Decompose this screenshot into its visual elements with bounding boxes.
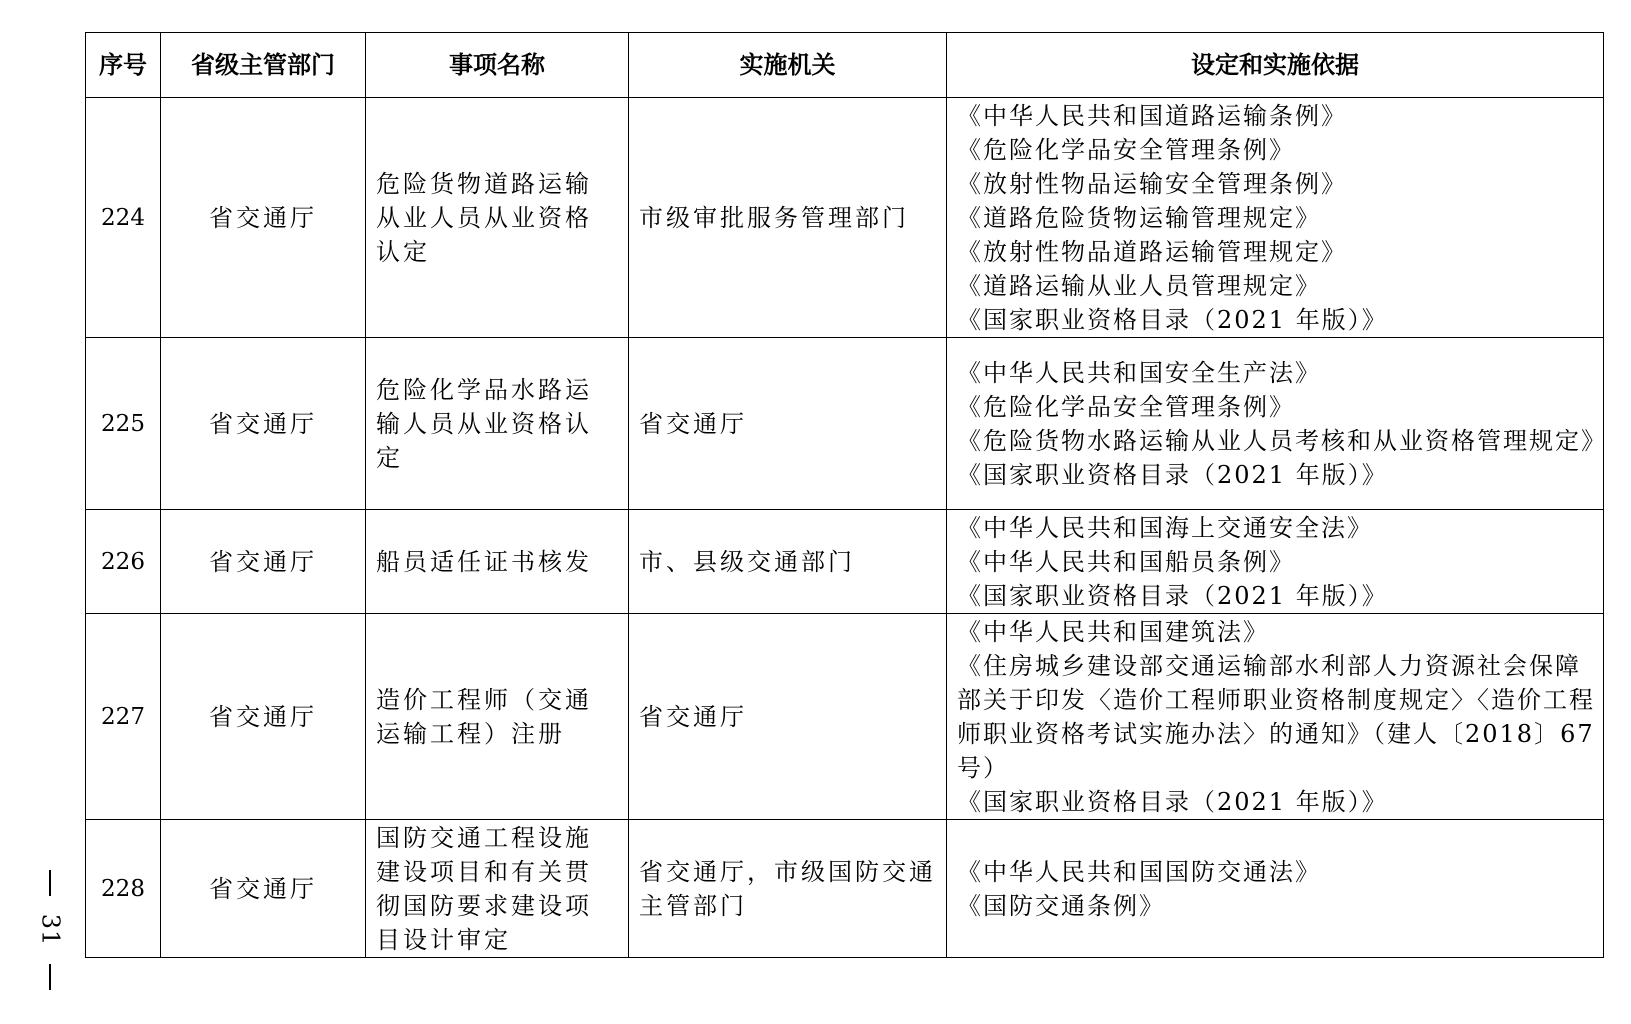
basis-line: 《道路运输从业人员管理规定》 xyxy=(957,271,1321,300)
page-number-dash-bottom xyxy=(49,964,51,990)
table-row xyxy=(86,510,1604,614)
header-name: 事项名称 xyxy=(366,33,629,98)
basis-line: 《国防交通条例》 xyxy=(957,891,1165,920)
cell-org: 省交通厅 xyxy=(629,614,947,820)
basis-line: 《危险货物水路运输从业人员考核和从业资格管理规定》 xyxy=(957,426,1607,455)
basis-line: 《中华人民共和国国防交通法》 xyxy=(957,857,1321,886)
table-header-row xyxy=(86,33,1604,98)
cell-org: 省交通厅，市级国防交通主管部门 xyxy=(629,820,947,958)
cell-dept: 省交通厅 xyxy=(161,98,366,338)
basis-line: 《放射性物品道路运输管理规定》 xyxy=(957,237,1347,266)
cell-seq: 224 xyxy=(86,98,161,338)
basis-line: 《危险化学品安全管理条例》 xyxy=(957,392,1295,421)
cell-basis xyxy=(947,614,1604,820)
cell-seq: 226 xyxy=(86,510,161,614)
page-number-value: 31 xyxy=(35,913,64,947)
approval-items-table xyxy=(85,32,1607,958)
cell-seq: 225 xyxy=(86,338,161,510)
basis-line: 《中华人民共和国船员条例》 xyxy=(957,547,1295,576)
basis-line: 《国家职业资格目录（2021 年版）》 xyxy=(957,460,1388,489)
basis-line: 《国家职业资格目录（2021 年版）》 xyxy=(957,787,1388,816)
basis-line: 《国家职业资格目录（2021 年版）》 xyxy=(957,305,1388,334)
header-seq: 序号 xyxy=(86,33,161,98)
cell-org: 省交通厅 xyxy=(629,338,947,510)
basis-line: 《道路危险货物运输管理规定》 xyxy=(957,203,1321,232)
page-number-dash-top xyxy=(49,870,51,896)
cell-basis xyxy=(947,820,1604,958)
header-basis: 设定和实施依据 xyxy=(947,33,1604,98)
cell-seq: 227 xyxy=(86,614,161,820)
basis-line: 《中华人民共和国海上交通安全法》 xyxy=(957,513,1373,542)
cell-org: 市级审批服务管理部门 xyxy=(629,98,947,338)
cell-dept: 省交通厅 xyxy=(161,614,366,820)
basis-line: 《中华人民共和国安全生产法》 xyxy=(957,358,1321,387)
table-row xyxy=(86,820,1604,958)
cell-name: 危险货物道路运输从业人员从业资格认定 xyxy=(366,98,629,338)
table-row xyxy=(86,614,1604,820)
table-row xyxy=(86,338,1604,510)
page-number xyxy=(30,870,70,990)
basis-line: 《放射性物品运输安全管理条例》 xyxy=(957,169,1347,198)
basis-line: 《国家职业资格目录（2021 年版）》 xyxy=(957,581,1388,610)
cell-dept: 省交通厅 xyxy=(161,820,366,958)
cell-name: 危险化学品水路运输人员从业资格认定 xyxy=(366,338,629,510)
basis-line: 《中华人民共和国道路运输条例》 xyxy=(957,101,1347,130)
basis-line: 《住房城乡建设部交通运输部水利部人力资源社会保障部关于印发〈造价工程师职业资格制度规定〉〈造价工程师职业资格考试实施办法〉的通知》（建人〔2018〕67 号） xyxy=(957,651,1595,782)
basis-line: 《危险化学品安全管理条例》 xyxy=(957,135,1295,164)
table-row xyxy=(86,98,1604,338)
cell-name: 船员适任证书核发 xyxy=(366,510,629,614)
cell-basis xyxy=(947,510,1604,614)
cell-basis xyxy=(947,98,1604,338)
cell-name: 国防交通工程设施建设项目和有关贯彻国防要求建设项目设计审定 xyxy=(366,820,629,958)
header-org: 实施机关 xyxy=(629,33,947,98)
cell-dept: 省交通厅 xyxy=(161,338,366,510)
cell-seq: 228 xyxy=(86,820,161,958)
cell-basis xyxy=(947,338,1607,510)
basis-line: 《中华人民共和国建筑法》 xyxy=(957,617,1269,646)
cell-dept: 省交通厅 xyxy=(161,510,366,614)
header-dept: 省级主管部门 xyxy=(161,33,366,98)
cell-name: 造价工程师（交通运输工程）注册 xyxy=(366,614,629,820)
cell-org: 市、县级交通部门 xyxy=(629,510,947,614)
